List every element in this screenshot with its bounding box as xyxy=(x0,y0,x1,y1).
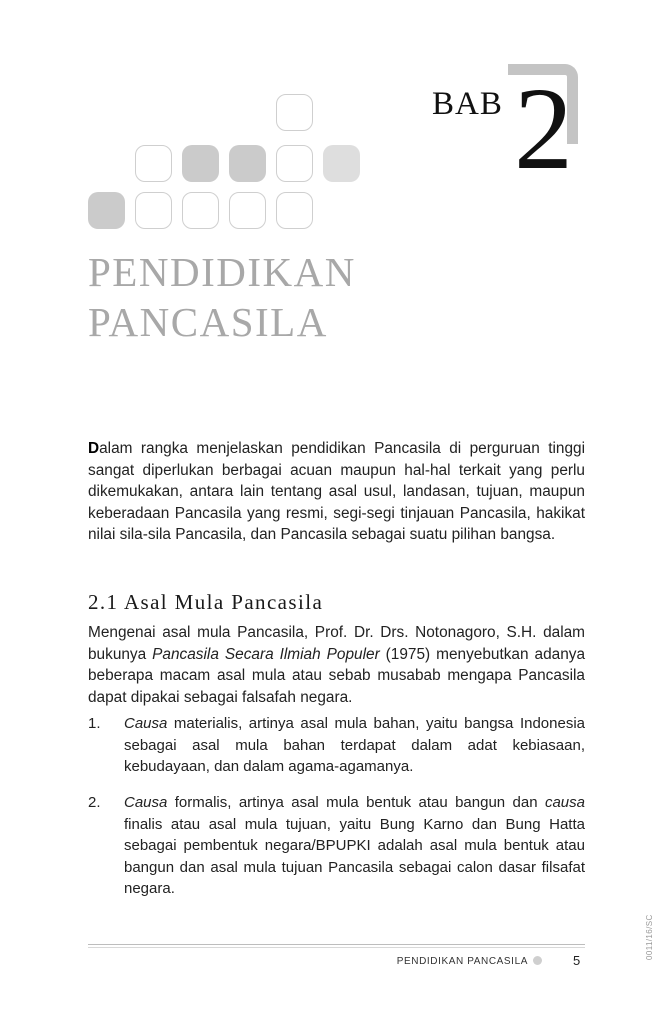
book-title: Pancasila Secara Ilmiah Populer xyxy=(152,645,380,663)
section-paragraph xyxy=(88,622,585,708)
list-item-number: 2. xyxy=(88,794,101,811)
footer-dot-icon xyxy=(533,956,542,965)
intro-paragraph xyxy=(88,438,585,546)
chapter-title-line1: PENDIDIKAN xyxy=(88,249,356,295)
deco-square xyxy=(182,145,219,182)
chapter-title-line2: PANCASILA xyxy=(88,299,328,345)
drop-cap: D xyxy=(88,440,100,457)
deco-square xyxy=(135,145,172,182)
page-number: 5 xyxy=(573,953,581,968)
section-paragraph-part1: Mengenai asal mula Pancasila, Prof. Dr. Drs. Notonagoro, S.H. dalam bukunya xyxy=(88,624,585,663)
list-item-desc-b: finalis atau asal mula tujuan, yaitu Bung Karno dan Bung Hatta sebagai pembentuk negara/BPUPKI adalah asal mula bentuk atau bangun dan asal mula tujuan Pancasila sebagai calon dasar filsafat negara. xyxy=(124,815,585,897)
section-heading: 2.1 Asal Mula Pancasila xyxy=(88,590,324,614)
deco-square xyxy=(135,192,172,229)
chapter-label: BAB xyxy=(432,86,503,122)
list-item-term: Causa xyxy=(124,715,168,732)
chapter-number: 2 xyxy=(514,63,573,194)
running-title: PENDIDIKAN PANCASILA xyxy=(396,956,528,967)
list-item-term-2: causa xyxy=(544,794,585,811)
list-item-term: Causa xyxy=(124,794,168,811)
list-item-text xyxy=(124,713,585,778)
deco-square xyxy=(276,192,313,229)
intro-text: alam rangka menjelaskan pendidikan Pancasila di perguruan tinggi sangat diperlukan berbagai acuan maupun hal-hal terkait yang perlu dikemukakan, antara lain tentang asal usul, landasan, tujuan, maupun keberadaan Pancasila yang resmi, segi-segi tinjauan Pancasila, hakikat nilai sila-sila Pancasila, dan Pancasila sebagai suatu pilihan bangsa. xyxy=(88,440,585,543)
section-paragraph-part2: (1975) menyebutkan adanya beberapa macam asal mula atau sebab musabab mengapa Pancasila dapat dipakai sebagai falsafah negara. xyxy=(88,645,586,706)
deco-square xyxy=(88,192,125,229)
deco-square xyxy=(229,145,266,182)
deco-square xyxy=(323,145,360,182)
side-print-code: 0011/16/SC xyxy=(645,914,654,960)
deco-square xyxy=(276,94,313,131)
footer-rule xyxy=(88,944,585,945)
list-item-text xyxy=(124,792,585,900)
deco-square xyxy=(229,192,266,229)
list-item-number: 1. xyxy=(88,715,101,732)
list-item-desc-a: formalis, artinya asal mula bentuk atau bangun dan xyxy=(167,794,545,811)
list-item-desc: materialis, artinya asal mula bahan, yaitu bangsa Indonesia sebagai asal mula bahan terdapat dalam adat kebiasaan, kebudayaan, dan dalam agama-agamanya. xyxy=(124,715,585,775)
footer-rule-secondary xyxy=(88,947,585,948)
chapter-title xyxy=(88,247,356,347)
deco-square xyxy=(182,192,219,229)
deco-square xyxy=(276,145,313,182)
